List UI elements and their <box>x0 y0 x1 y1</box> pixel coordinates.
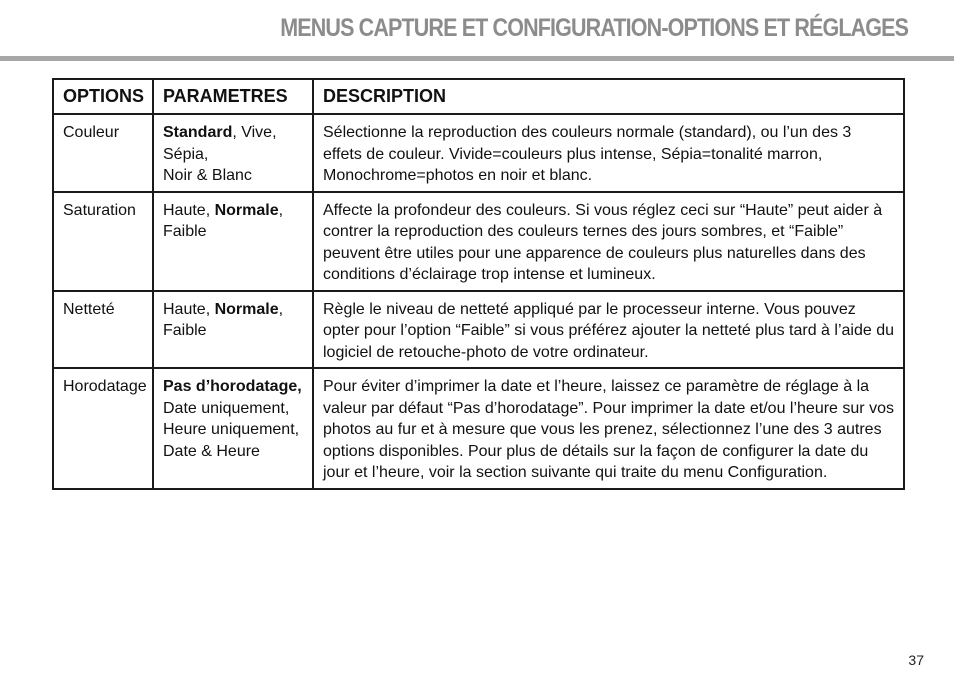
table-row <box>53 114 904 192</box>
param-text: Date uniquement, <box>163 399 290 417</box>
option-parameters <box>153 368 313 489</box>
option-name: Netteté <box>53 291 153 369</box>
option-name: Couleur <box>53 114 153 192</box>
param-text: , <box>278 201 284 219</box>
page-title: MENUS CAPTURE ET CONFIGURATION-OPTIONS ET RÉGLAGES <box>280 14 908 42</box>
option-parameters <box>153 291 313 369</box>
param-text: Haute, <box>163 300 215 318</box>
param-default: Standard <box>163 124 233 141</box>
option-parameters <box>153 114 313 192</box>
option-description: Règle le niveau de netteté appliqué par le processeur interne. Vous pouvez opter pour l’option “Faible” si vous préférez ajouter la netteté plus tard à l’aide du logiciel de retouche-photo de votre ordinateur. <box>313 291 904 369</box>
param-default: Normale <box>214 300 279 318</box>
table-row <box>53 192 904 291</box>
option-name: Horodatage <box>53 368 153 489</box>
option-description: Sélectionne la reproduction des couleurs normale (standard), ou l’un des 3 effets de couleur. Vivide=couleurs plus intense, Sépia=tonalité marron, Monochrome=photos en noir et blanc. <box>313 114 904 192</box>
option-description: Pour éviter d’imprimer la date et l’heure, laissez ce paramètre de réglage à la valeur par défaut “Pas d’horodatage”. Pour imprimer la date et/ou l’heure sur vos photos au fur et à mesure que vous les prenez, sélectionnez l’une des 3 autres options disponibles. Pour plus de détails sur la façon de configurer la date du jour et l’heure, voir la section suivante qui traite du menu Configuration. <box>313 368 904 489</box>
option-name: Saturation <box>53 192 153 291</box>
param-text: , Vive, <box>232 124 277 141</box>
header-description: DESCRIPTION <box>313 79 904 114</box>
param-default: Pas d’horodatage, <box>163 378 302 395</box>
param-text: Faible <box>163 322 207 339</box>
options-table <box>52 78 905 490</box>
option-description: Affecte la profondeur des couleurs. Si vous réglez ceci sur “Haute” peut aider à contrer la reproduction des couleurs ternes des jours sombres, et “Faible” peuvent être utiles pour une apparence de couleurs plus naturelles dans des conditions d’éclairage trop intense et lumineux. <box>313 192 904 291</box>
option-parameters <box>153 192 313 291</box>
param-text: Date & Heure <box>163 442 260 460</box>
table-row <box>53 291 904 369</box>
table-header-row <box>53 79 904 114</box>
header-parametres: PARAMETRES <box>153 79 313 114</box>
param-default: Normale <box>214 201 279 219</box>
page-number: 37 <box>908 652 924 668</box>
param-text: Heure uniquement, <box>163 421 300 438</box>
param-text: Noir & Blanc <box>163 167 252 184</box>
param-text: Haute, <box>163 201 215 219</box>
header-options: OPTIONS <box>53 79 153 114</box>
param-text: Faible <box>163 223 207 240</box>
title-divider <box>0 56 954 61</box>
table-row <box>53 368 904 489</box>
param-text: Sépia, <box>163 145 209 163</box>
param-text: , <box>278 300 284 318</box>
